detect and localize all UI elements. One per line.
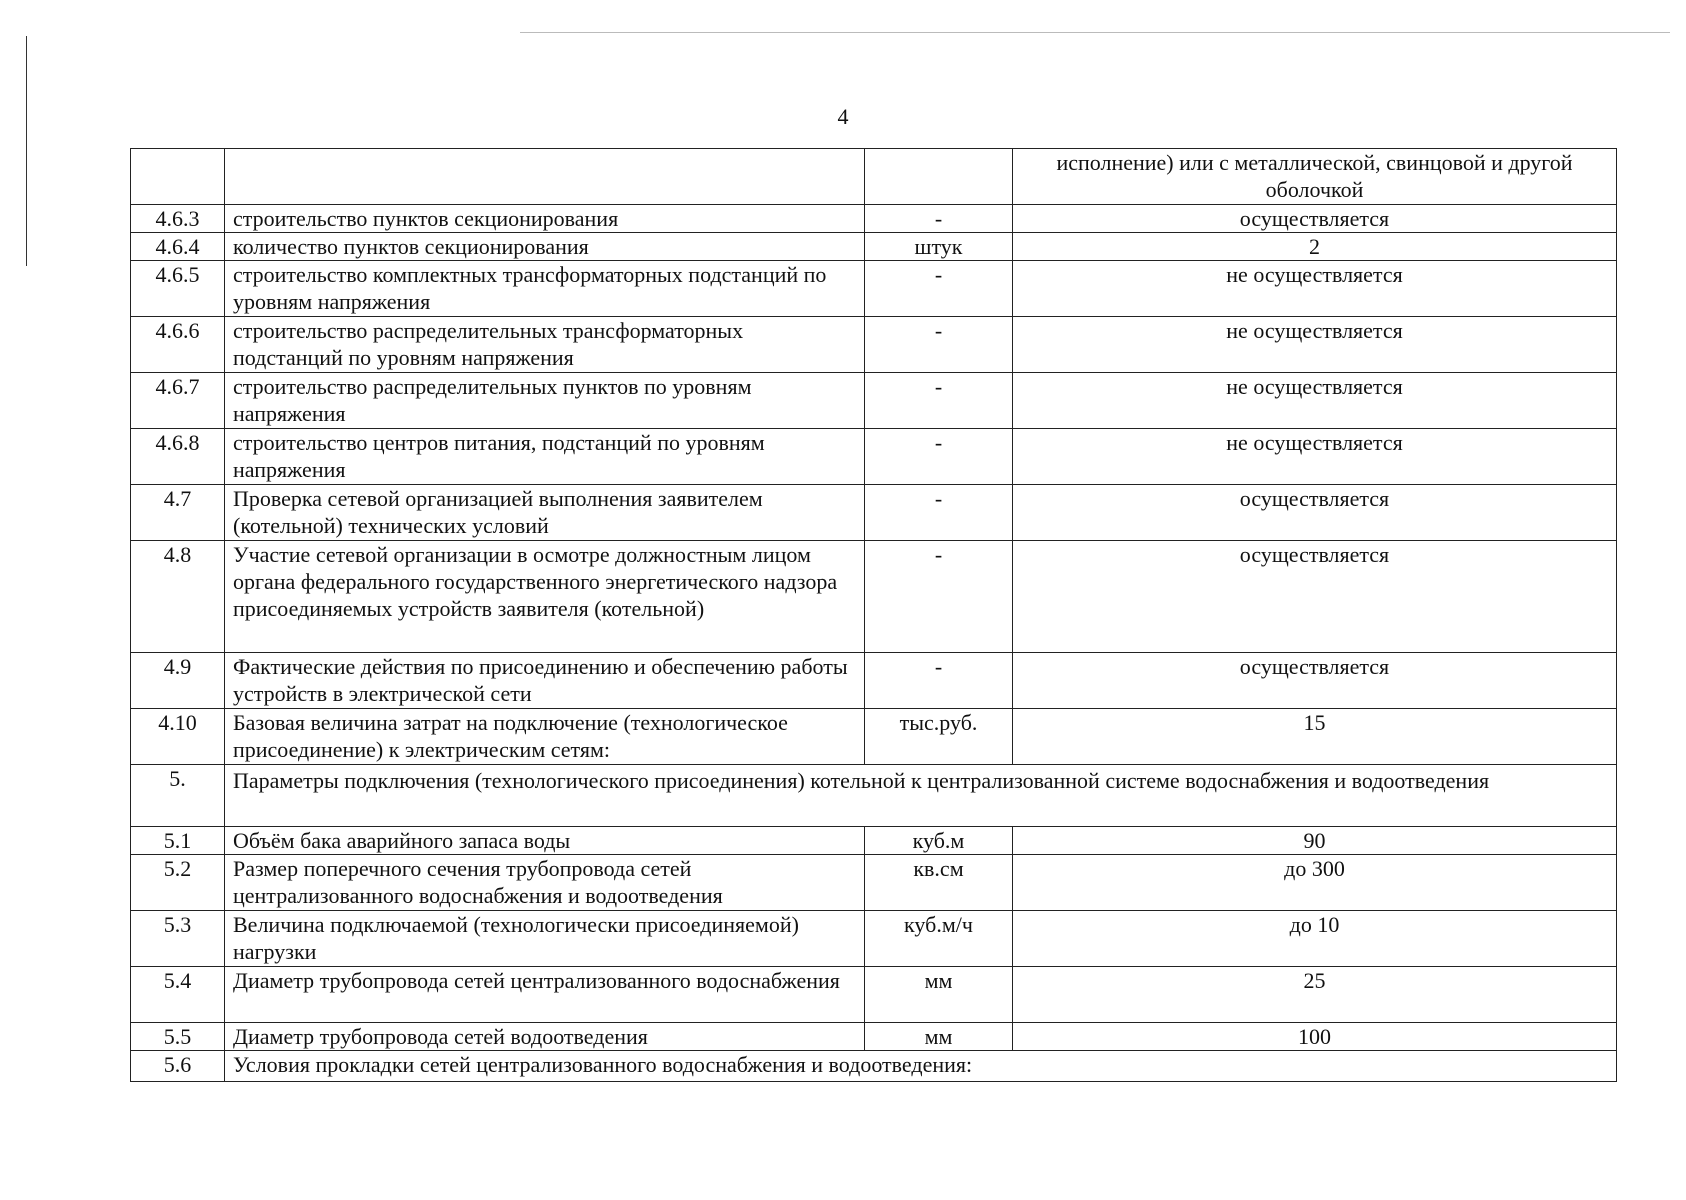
row-value: осуществляется	[1013, 485, 1617, 541]
table-row	[131, 541, 1617, 653]
row-parameter: Размер поперечного сечения трубопровода сетей централизованного водоснабжения и водоотведения	[225, 855, 865, 911]
row-value: осуществляется	[1013, 653, 1617, 709]
row-number: 4.6.3	[131, 205, 225, 233]
row-unit: -	[865, 373, 1013, 429]
row-parameter: Фактические действия по присоединению и обеспечению работы устройств в электрической сети	[225, 653, 865, 709]
table-row	[131, 827, 1617, 855]
row-parameter: строительство центров питания, подстанций по уровням напряжения	[225, 429, 865, 485]
table-row	[131, 317, 1617, 373]
row-parameter: Величина подключаемой (технологически присоединяемой) нагрузки	[225, 911, 865, 967]
row-unit: -	[865, 653, 1013, 709]
table-row	[131, 855, 1617, 911]
row-unit: куб.м/ч	[865, 911, 1013, 967]
row-value: до 300	[1013, 855, 1617, 911]
row-value: не осуществляется	[1013, 317, 1617, 373]
row-number: 5.1	[131, 827, 225, 855]
specification-table	[130, 148, 1617, 1082]
section-title: Параметры подключения (технологического присоединения) котельной к централизованной системе водоснабжения и водоотведения	[225, 765, 1617, 827]
row-number: 4.6.7	[131, 373, 225, 429]
row-parameter: Участие сетевой организации в осмотре должностным лицом органа федерального государственного энергетического надзора присоединяемых устройств заявителя (котельной)	[225, 541, 865, 653]
row-number: 4.10	[131, 709, 225, 765]
row-unit: кв.см	[865, 855, 1013, 911]
row-unit: мм	[865, 1023, 1013, 1051]
table-row	[131, 967, 1617, 1023]
row-value: осуществляется	[1013, 205, 1617, 233]
row-unit	[865, 149, 1013, 205]
scan-top-line	[520, 32, 1670, 33]
row-number: 4.6.5	[131, 261, 225, 317]
table-row	[131, 233, 1617, 261]
section-title: Условия прокладки сетей централизованного водоснабжения и водоотведения:	[225, 1051, 1617, 1082]
row-unit: -	[865, 541, 1013, 653]
table-row	[131, 149, 1617, 205]
row-parameter: строительство распределительных трансформаторных подстанций по уровням напряжения	[225, 317, 865, 373]
row-value: не осуществляется	[1013, 429, 1617, 485]
row-value: не осуществляется	[1013, 373, 1617, 429]
row-unit: тыс.руб.	[865, 709, 1013, 765]
table-row-section	[131, 765, 1617, 827]
row-parameter	[225, 149, 865, 205]
row-parameter: строительство комплектных трансформаторных подстанций по уровням напряжения	[225, 261, 865, 317]
row-unit: -	[865, 429, 1013, 485]
table-row	[131, 653, 1617, 709]
row-value: 90	[1013, 827, 1617, 855]
table-row	[131, 261, 1617, 317]
table-row-section	[131, 1051, 1617, 1082]
row-number: 5.	[131, 765, 225, 827]
row-parameter: строительство распределительных пунктов по уровням напряжения	[225, 373, 865, 429]
row-number	[131, 149, 225, 205]
scan-margin-line	[26, 36, 27, 266]
row-value: исполнение) или с металлической, свинцовой и другой оболочкой	[1013, 149, 1617, 205]
row-parameter: Диаметр трубопровода сетей централизованного водоснабжения	[225, 967, 865, 1023]
row-parameter: Проверка сетевой организацией выполнения заявителем (котельной) технических условий	[225, 485, 865, 541]
row-value: 100	[1013, 1023, 1617, 1051]
row-parameter: Объём бака аварийного запаса воды	[225, 827, 865, 855]
row-unit: -	[865, 317, 1013, 373]
table-row	[131, 485, 1617, 541]
table-row	[131, 429, 1617, 485]
row-parameter: Базовая величина затрат на подключение (технологическое присоединение) к электрическим сетям:	[225, 709, 865, 765]
row-number: 4.8	[131, 541, 225, 653]
row-value: осуществляется	[1013, 541, 1617, 653]
row-value: 15	[1013, 709, 1617, 765]
table-row	[131, 911, 1617, 967]
table-row	[131, 373, 1617, 429]
row-parameter: количество пунктов секционирования	[225, 233, 865, 261]
table-row	[131, 1023, 1617, 1051]
row-parameter: строительство пунктов секционирования	[225, 205, 865, 233]
row-unit: мм	[865, 967, 1013, 1023]
row-value: не осуществляется	[1013, 261, 1617, 317]
row-unit: куб.м	[865, 827, 1013, 855]
row-number: 4.6.4	[131, 233, 225, 261]
row-value: 25	[1013, 967, 1617, 1023]
table-row	[131, 709, 1617, 765]
row-number: 5.2	[131, 855, 225, 911]
row-unit: -	[865, 485, 1013, 541]
row-number: 5.4	[131, 967, 225, 1023]
row-number: 5.6	[131, 1051, 225, 1082]
row-value: до 10	[1013, 911, 1617, 967]
row-number: 4.6.6	[131, 317, 225, 373]
row-number: 4.9	[131, 653, 225, 709]
row-number: 4.6.8	[131, 429, 225, 485]
row-number: 5.5	[131, 1023, 225, 1051]
page-number: 4	[837, 104, 849, 129]
row-unit: штук	[865, 233, 1013, 261]
row-value: 2	[1013, 233, 1617, 261]
table-row	[131, 205, 1617, 233]
row-unit: -	[865, 205, 1013, 233]
row-unit: -	[865, 261, 1013, 317]
row-number: 5.3	[131, 911, 225, 967]
row-parameter: Диаметр трубопровода сетей водоотведения	[225, 1023, 865, 1051]
row-number: 4.7	[131, 485, 225, 541]
